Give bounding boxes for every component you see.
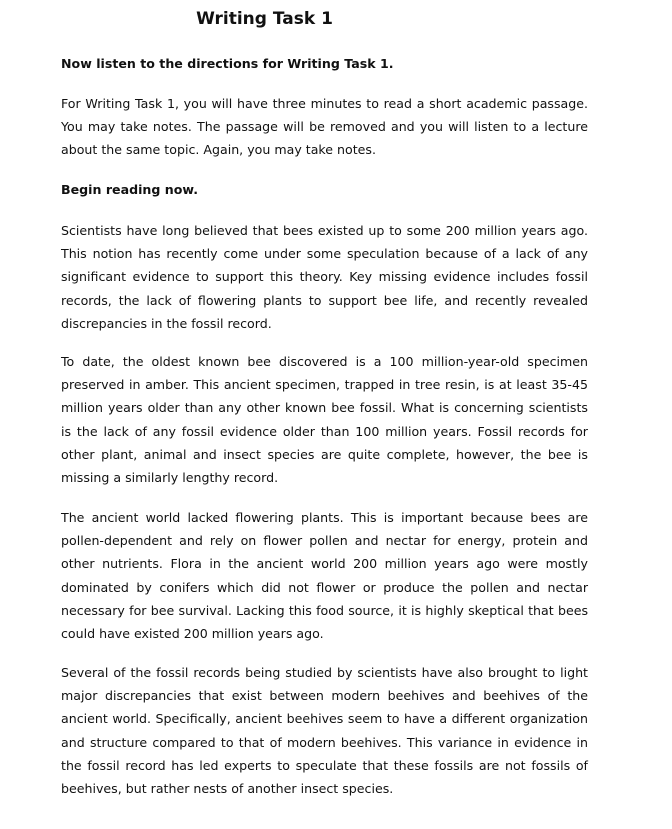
directions-paragraph: For Writing Task 1, you will have three minutes to read a short academic passage. You may take notes. The passage will be removed and you will listen to a lecture about the same topic. Again, you may take notes. xyxy=(61,96,588,158)
page-title: Writing Task 1 xyxy=(196,9,333,29)
passage-paragraph-1: Scientists have long believed that bees existed up to some 200 million years ago. This notion has recently come under some speculation because of a lack of any significant evidence to support this theory. Key missing evidence includes fossil records, the lack of flowering plants to support bee life, and recently revealed discrepancies in the fossil record. xyxy=(61,223,588,331)
directions-heading: Now listen to the directions for Writing Task 1. xyxy=(61,56,394,71)
passage-paragraph-3: The ancient world lacked flowering plants. This is important because bees are pollen-dependent and rely on flower pollen and nectar for energy, protein and other nutrients. Flora in the ancient world 200 million years ago were mostly dominated by conifers which did not flower or produce the pollen and nectar necessary for bee survival. Lacking this food source, it is highly skeptical that bees could have existed 200 million years ago. xyxy=(61,510,588,642)
passage-paragraph-4: Several of the fossil records being studied by scientists have also brought to light major discrepancies that exist between modern beehives and beehives of the ancient world. Specifically, ancient beehives seem to have a different organization and structure compared to that of modern beehives. This variance in evidence in the fossil record has led experts to speculate that these fossils are not fossils of beehives, but rather nests of another insect species. xyxy=(61,665,588,797)
begin-reading-heading: Begin reading now. xyxy=(61,182,198,197)
passage-paragraph-2: To date, the oldest known bee discovered is a 100 million-year-old specimen preserved in amber. This ancient specimen, trapped in tree resin, is at least 35-45 million years older than any other known bee fossil. What is concerning scientists is the lack of any fossil evidence older than 100 million years. Fossil records for other plant, animal and insect species are quite complete, however, the bee is missing a similarly lengthy record. xyxy=(61,354,588,486)
